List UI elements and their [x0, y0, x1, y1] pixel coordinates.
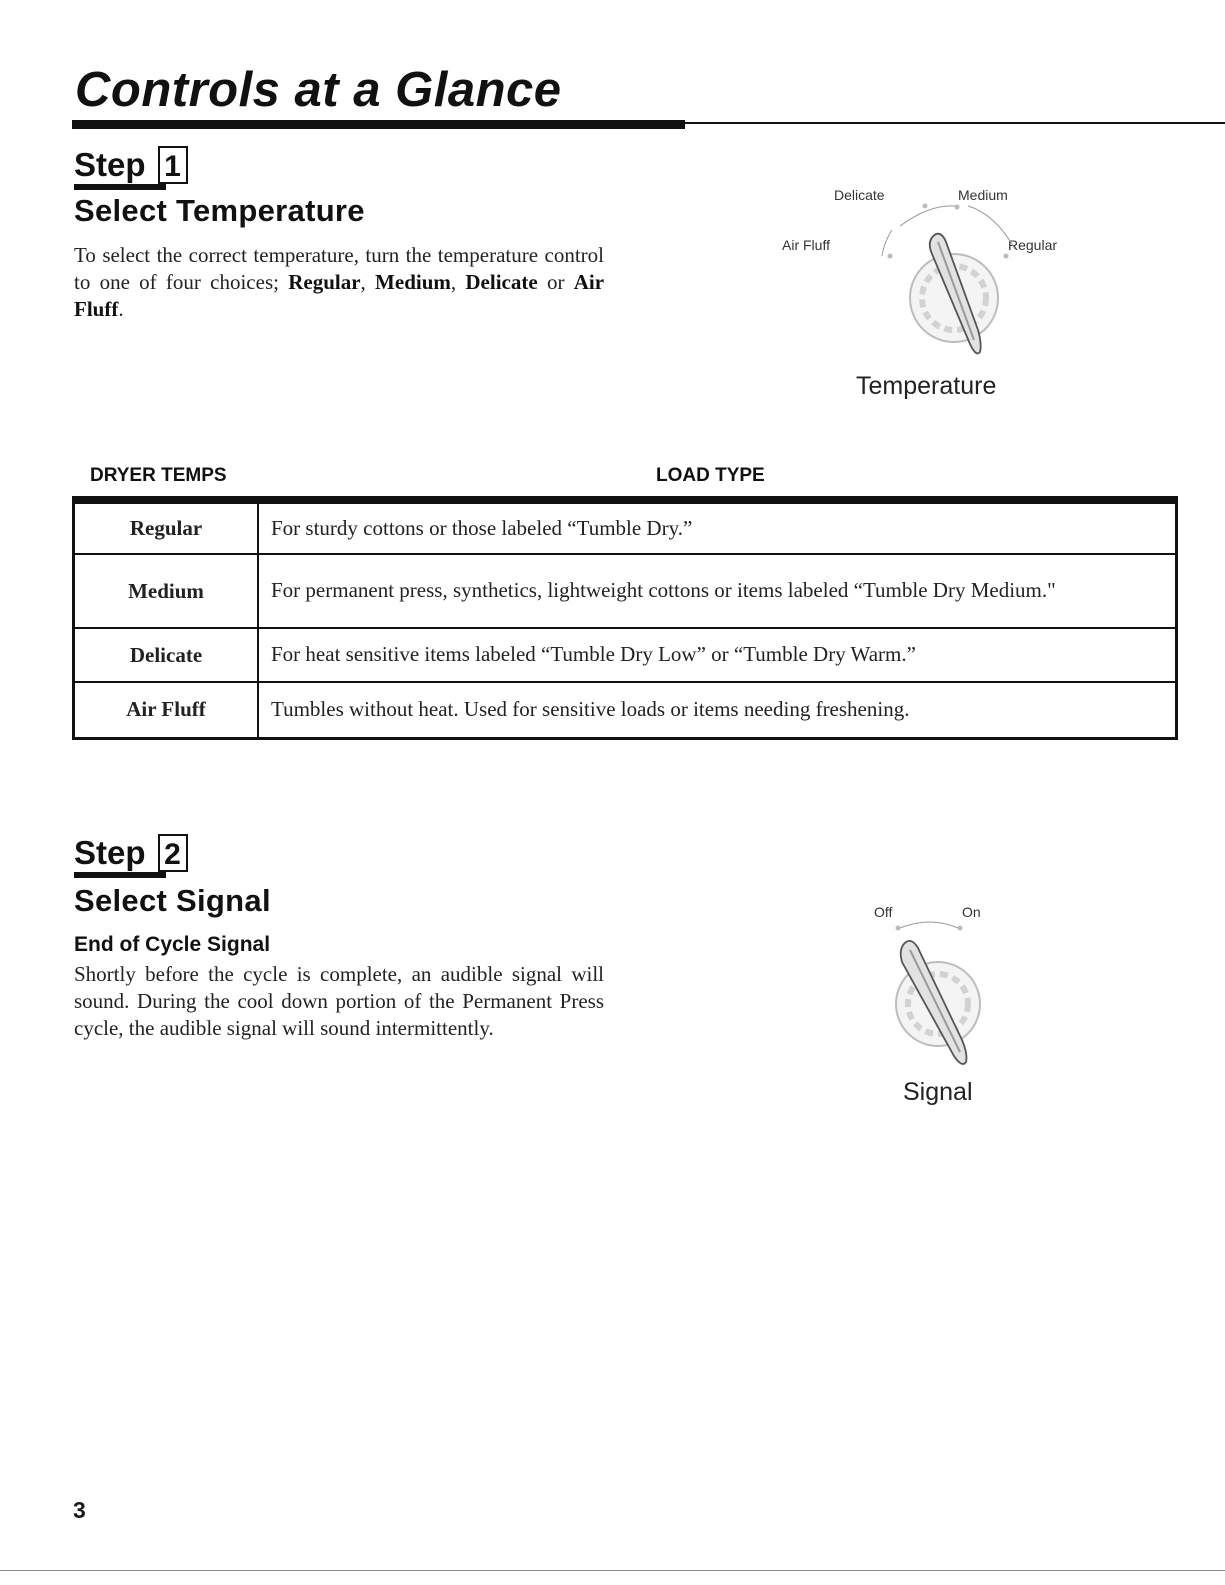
signal-dial: [860, 898, 1020, 1118]
row-name: Delicate: [74, 628, 259, 682]
step1-underline: [74, 184, 166, 190]
step1-header: [74, 146, 188, 190]
col-header-load-type: LOAD TYPE: [656, 465, 765, 486]
dial-label-delicate: Delicate: [834, 187, 885, 203]
row-name: Medium: [74, 554, 259, 628]
step2-word: Step: [74, 834, 146, 871]
step2-number: 2: [158, 834, 188, 872]
dial-label-air-fluff: Air Fluff: [782, 237, 830, 253]
temperature-knob-icon: [830, 194, 1070, 364]
row-name: Regular: [74, 500, 259, 554]
title-rule-thin: [685, 122, 1225, 124]
option-delicate: Delicate: [465, 270, 538, 294]
row-desc: For permanent press, synthetics, lightweight cottons or items labeled “Tumble Dry Medium.": [258, 554, 1177, 628]
step2-underline: [74, 872, 166, 878]
option-air-fluff: Air Fluff: [74, 270, 605, 321]
table-row: [74, 682, 1177, 738]
title-rule-thick: [72, 120, 685, 129]
temperature-caption: Temperature: [856, 372, 997, 400]
step2-header: [74, 834, 188, 878]
row-name: Air Fluff: [74, 682, 259, 738]
step1-paragraph: To select the correct temperature, turn the temperature control to one of four choices; Regular, Medium, Delicate or Air Fluff.: [74, 243, 605, 321]
page-title: Controls at a Glance: [75, 63, 562, 117]
page-number: 3: [73, 1497, 86, 1523]
dryer-temps-table: [72, 496, 1178, 740]
step1-heading: Select Temperature: [74, 193, 365, 228]
option-medium: Medium: [375, 270, 451, 294]
temperature-dial: [770, 180, 1090, 410]
row-desc: Tumbles without heat. Used for sensitive loads or items needing freshening.: [258, 682, 1177, 738]
table-row: [74, 554, 1177, 628]
dial-label-off: Off: [874, 904, 893, 920]
row-desc: For sturdy cottons or those labeled “Tumble Dry.”: [258, 500, 1177, 554]
table-row: [74, 628, 1177, 682]
dial-label-regular: Regular: [1008, 237, 1058, 253]
step1-word: Step: [74, 146, 146, 183]
step2-subheading: End of Cycle Signal: [74, 933, 271, 956]
col-header-dryer-temps: DRYER TEMPS: [90, 465, 227, 486]
signal-knob-icon: [870, 916, 1010, 1071]
row-desc: For heat sensitive items labeled “Tumble Dry Low” or “Tumble Dry Warm.”: [258, 628, 1177, 682]
signal-caption: Signal: [903, 1078, 973, 1106]
dial-label-medium: Medium: [958, 187, 1008, 203]
dial-label-on: On: [962, 904, 981, 920]
table-row: [74, 500, 1177, 554]
option-regular: Regular: [288, 270, 361, 294]
step2-heading: Select Signal: [74, 883, 271, 918]
bottom-rule: [0, 1570, 1225, 1571]
step1-number: 1: [158, 146, 188, 184]
step2-paragraph: Shortly before the cycle is complete, an audible signal will sound. During the cool down portion of the Permanent Press cycle, the audible signal will sound intermittently.: [74, 962, 604, 1040]
